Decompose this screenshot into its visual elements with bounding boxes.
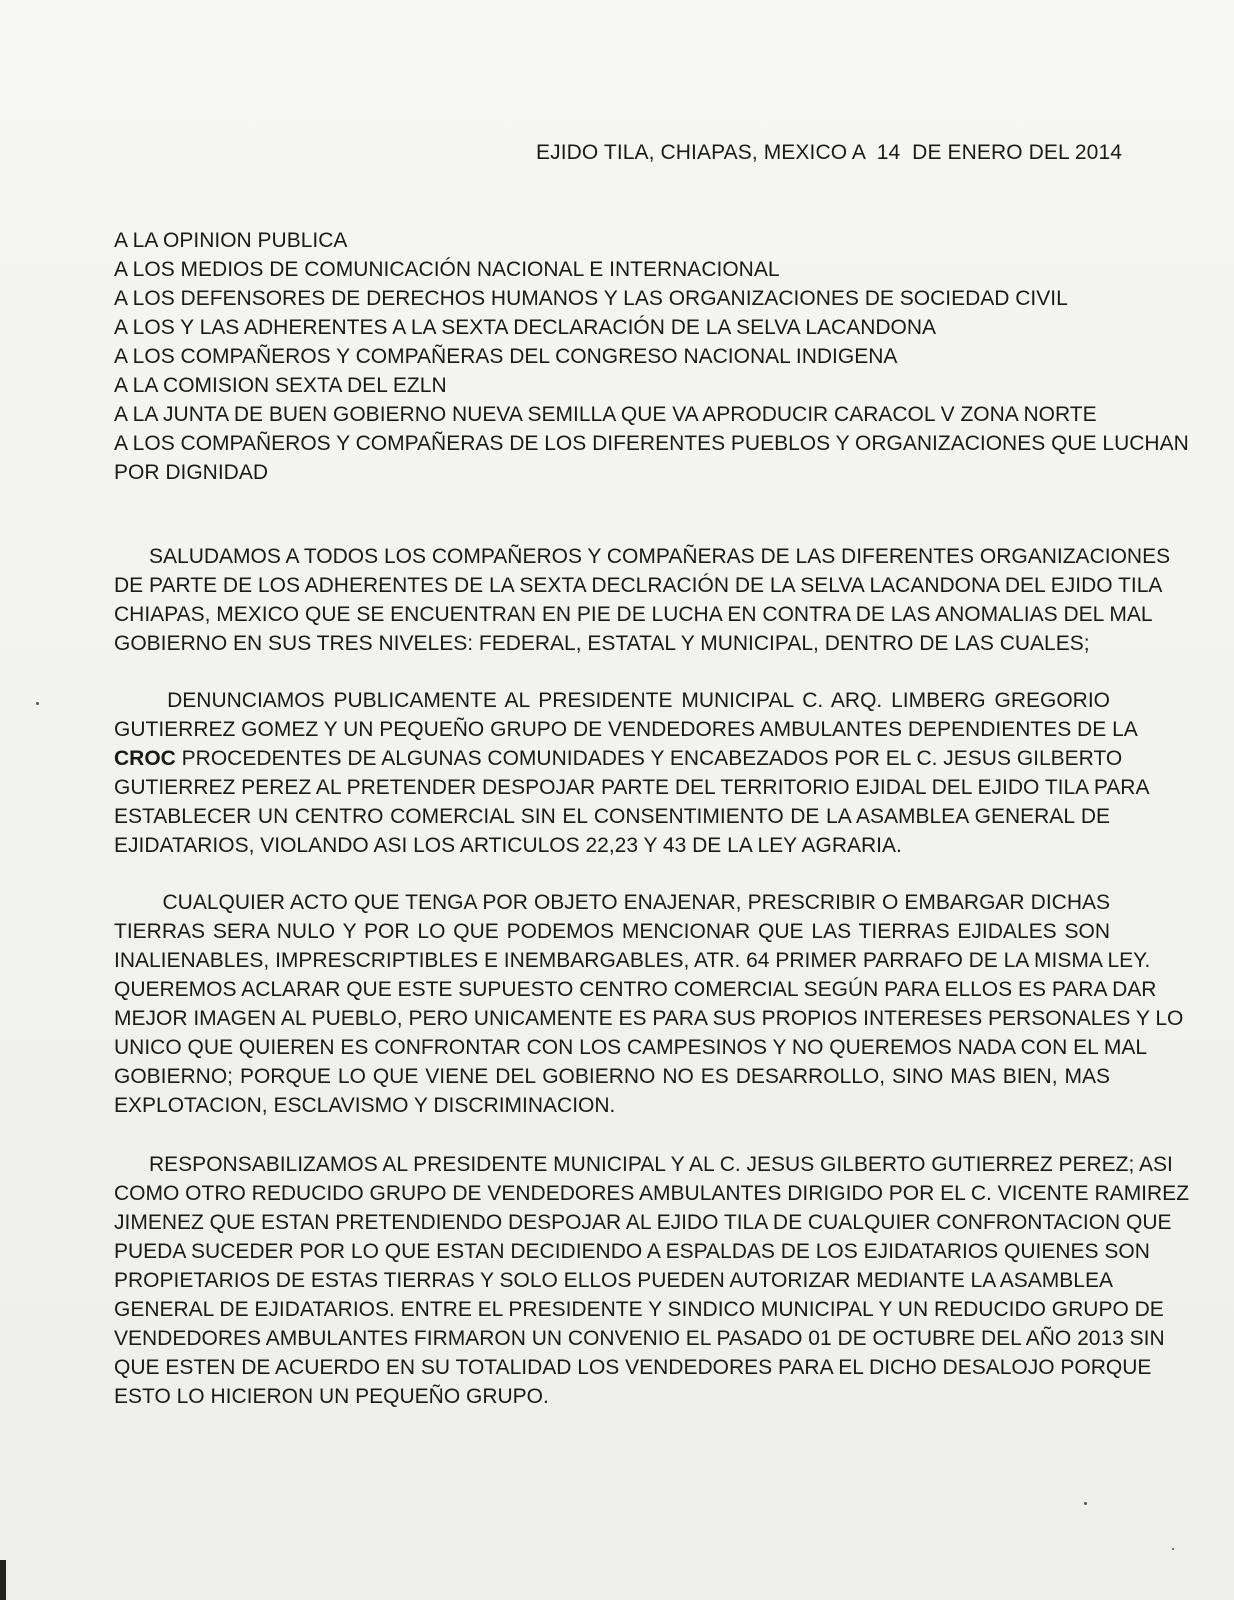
text-line: JIMENEZ QUE ESTAN PRETENDIENDO DESPOJAR AL EJIDO TILA DE CUALQUIER CONFRONTACION QUE: [114, 1211, 1172, 1234]
text-line: [114, 744, 1123, 773]
text-line: GOBIERNO; PORQUE LO QUE VIENE DEL GOBIERNO NO ES DESARROLLO, SINO MAS BIEN, MAS: [114, 1065, 1110, 1088]
text-line: GENERAL DE EJIDATARIOS. ENTRE EL PRESIDENTE Y SINDICO MUNICIPAL Y UN REDUCIDO GRUPO DE: [114, 1298, 1164, 1321]
recipients-list: [114, 226, 1189, 487]
text-line: TIERRAS SERA NULO Y POR LO QUE PODEMOS MENCIONAR QUE LAS TIERRAS EJIDALES SON: [114, 920, 1110, 943]
text-line: GUTIERREZ PEREZ AL PRETENDER DESPOJAR PARTE DEL TERRITORIO EJIDAL DEL EJIDO TILA PARA: [114, 776, 1150, 799]
recipient-line: A LOS MEDIOS DE COMUNICACIÓN NACIONAL E INTERNACIONAL: [114, 258, 780, 281]
text-line: CHIAPAS, MEXICO QUE SE ENCUENTRAN EN PIE DE LUCHA EN CONTRA DE LAS ANOMALIAS DEL MAL: [114, 603, 1153, 626]
recipient-line: A LOS DEFENSORES DE DERECHOS HUMANOS Y LAS ORGANIZACIONES DE SOCIEDAD CIVIL: [114, 287, 1068, 310]
text-line: DE PARTE DE LOS ADHERENTES DE LA SEXTA DECLRACIÓN DE LA SELVA LACANDONA DEL EJIDO TILA: [114, 574, 1163, 597]
paragraph-greeting: [114, 542, 1171, 658]
text-line: UNICO QUE QUIEREN ES CONFRONTAR CON LOS CAMPESINOS Y NO QUEREMOS NADA CON EL MAL: [114, 1036, 1148, 1059]
text-line: PUEDA SUCEDER POR LO QUE ESTAN DECIDIENDO A ESPALDAS DE LOS EJIDATARIOS QUIENES SON: [114, 1240, 1150, 1263]
text-line: RESPONSABILIZAMOS AL PRESIDENTE MUNICIPAL Y AL C. JESUS GILBERTO GUTIERREZ PEREZ; ASI: [114, 1153, 1173, 1176]
paragraph-denunciation: [114, 686, 1150, 860]
text-line: VENDEDORES AMBULANTES FIRMARON UN CONVENIO EL PASADO 01 DE OCTUBRE DEL AÑO 2013 SIN: [114, 1327, 1165, 1350]
text-line: EXPLOTACION, ESCLAVISMO Y DISCRIMINACION.: [114, 1094, 616, 1117]
text-segment: PROCEDENTES DE ALGUNAS COMUNIDADES Y ENCABEZADOS POR EL C. JESUS GILBERTO: [175, 747, 1123, 770]
scan-speck: [1084, 1502, 1087, 1505]
text-line: QUE ESTEN DE ACUERDO EN SU TOTALIDAD LOS VENDEDORES PARA EL DICHO DESALOJO PORQUE: [114, 1356, 1152, 1379]
text-line: GUTIERREZ GOMEZ Y UN PEQUEÑO GRUPO DE VENDEDORES AMBULANTES DEPENDIENTES DE LA: [114, 718, 1138, 741]
text-line: ESTO LO HICIERON UN PEQUEÑO GRUPO.: [114, 1385, 549, 1408]
recipient-line: A LA OPINION PUBLICA: [114, 229, 348, 252]
recipient-line: A LA COMISION SEXTA DEL EZLN: [114, 374, 447, 397]
text-line: SALUDAMOS A TODOS LOS COMPAÑEROS Y COMPAÑERAS DE LAS DIFERENTES ORGANIZACIONES: [114, 545, 1171, 568]
text-line: INALIENABLES, IMPRESCRIPTIBLES E INEMBARGABLES, ATR. 64 PRIMER PARRAFO DE LA MISMA LEY.: [114, 949, 1151, 972]
recipient-line: POR DIGNIDAD: [114, 461, 269, 484]
text-line: CUALQUIER ACTO QUE TENGA POR OBJETO ENAJENAR, PRESCRIBIR O EMBARGAR DICHAS: [114, 891, 1110, 914]
scan-edge-mark: [0, 1560, 6, 1600]
text-line: ESTABLECER UN CENTRO COMERCIAL SIN EL CONSENTIMIENTO DE LA ASAMBLEA GENERAL DE: [114, 805, 1110, 828]
text-line: GOBIERNO EN SUS TRES NIVELES: FEDERAL, ESTATAL Y MUNICIPAL, DENTRO DE LAS CUALES;: [114, 632, 1090, 655]
date-line: EJIDO TILA, CHIAPAS, MEXICO A 14 DE ENERO DEL 2014: [536, 141, 1123, 164]
text-line: COMO OTRO REDUCIDO GRUPO DE VENDEDORES AMBULANTES DIRIGIDO POR EL C. VICENTE RAMIREZ: [114, 1182, 1190, 1205]
paragraph-legal: [114, 888, 1184, 1120]
recipient-line: A LOS COMPAÑEROS Y COMPAÑERAS DEL CONGRESO NACIONAL INDIGENA: [114, 345, 898, 368]
text-line: DENUNCIAMOS PUBLICAMENTE AL PRESIDENTE MUNICIPAL C. ARQ. LIMBERG GREGORIO: [114, 689, 1110, 712]
croc-bold-text: CROC: [114, 747, 176, 770]
text-line: MEJOR IMAGEN AL PUEBLO, PERO UNICAMENTE ES PARA SUS PROPIOS INTERESES PERSONALES Y LO: [114, 1007, 1184, 1030]
text-line: QUEREMOS ACLARAR QUE ESTE SUPUESTO CENTRO COMERCIAL SEGÚN PARA ELLOS ES PARA DAR: [114, 978, 1157, 1001]
scan-speck: [1172, 1548, 1174, 1550]
recipient-line: A LOS COMPAÑEROS Y COMPAÑERAS DE LOS DIFERENTES PUEBLOS Y ORGANIZACIONES QUE LUCHAN: [114, 432, 1189, 455]
recipient-line: A LOS Y LAS ADHERENTES A LA SEXTA DECLARACIÓN DE LA SELVA LACANDONA: [114, 316, 937, 339]
paragraph-responsibility: [114, 1150, 1190, 1411]
text-line: PROPIETARIOS DE ESTAS TIERRAS Y SOLO ELLOS PUEDEN AUTORIZAR MEDIANTE LA ASAMBLEA: [114, 1269, 1113, 1292]
recipient-line: A LA JUNTA DE BUEN GOBIERNO NUEVA SEMILLA QUE VA APRODUCIR CARACOL V ZONA NORTE: [114, 403, 1097, 426]
scan-speck: [36, 702, 39, 705]
text-line: EJIDATARIOS, VIOLANDO ASI LOS ARTICULOS 22,23 Y 43 DE LA LEY AGRARIA.: [114, 834, 902, 857]
